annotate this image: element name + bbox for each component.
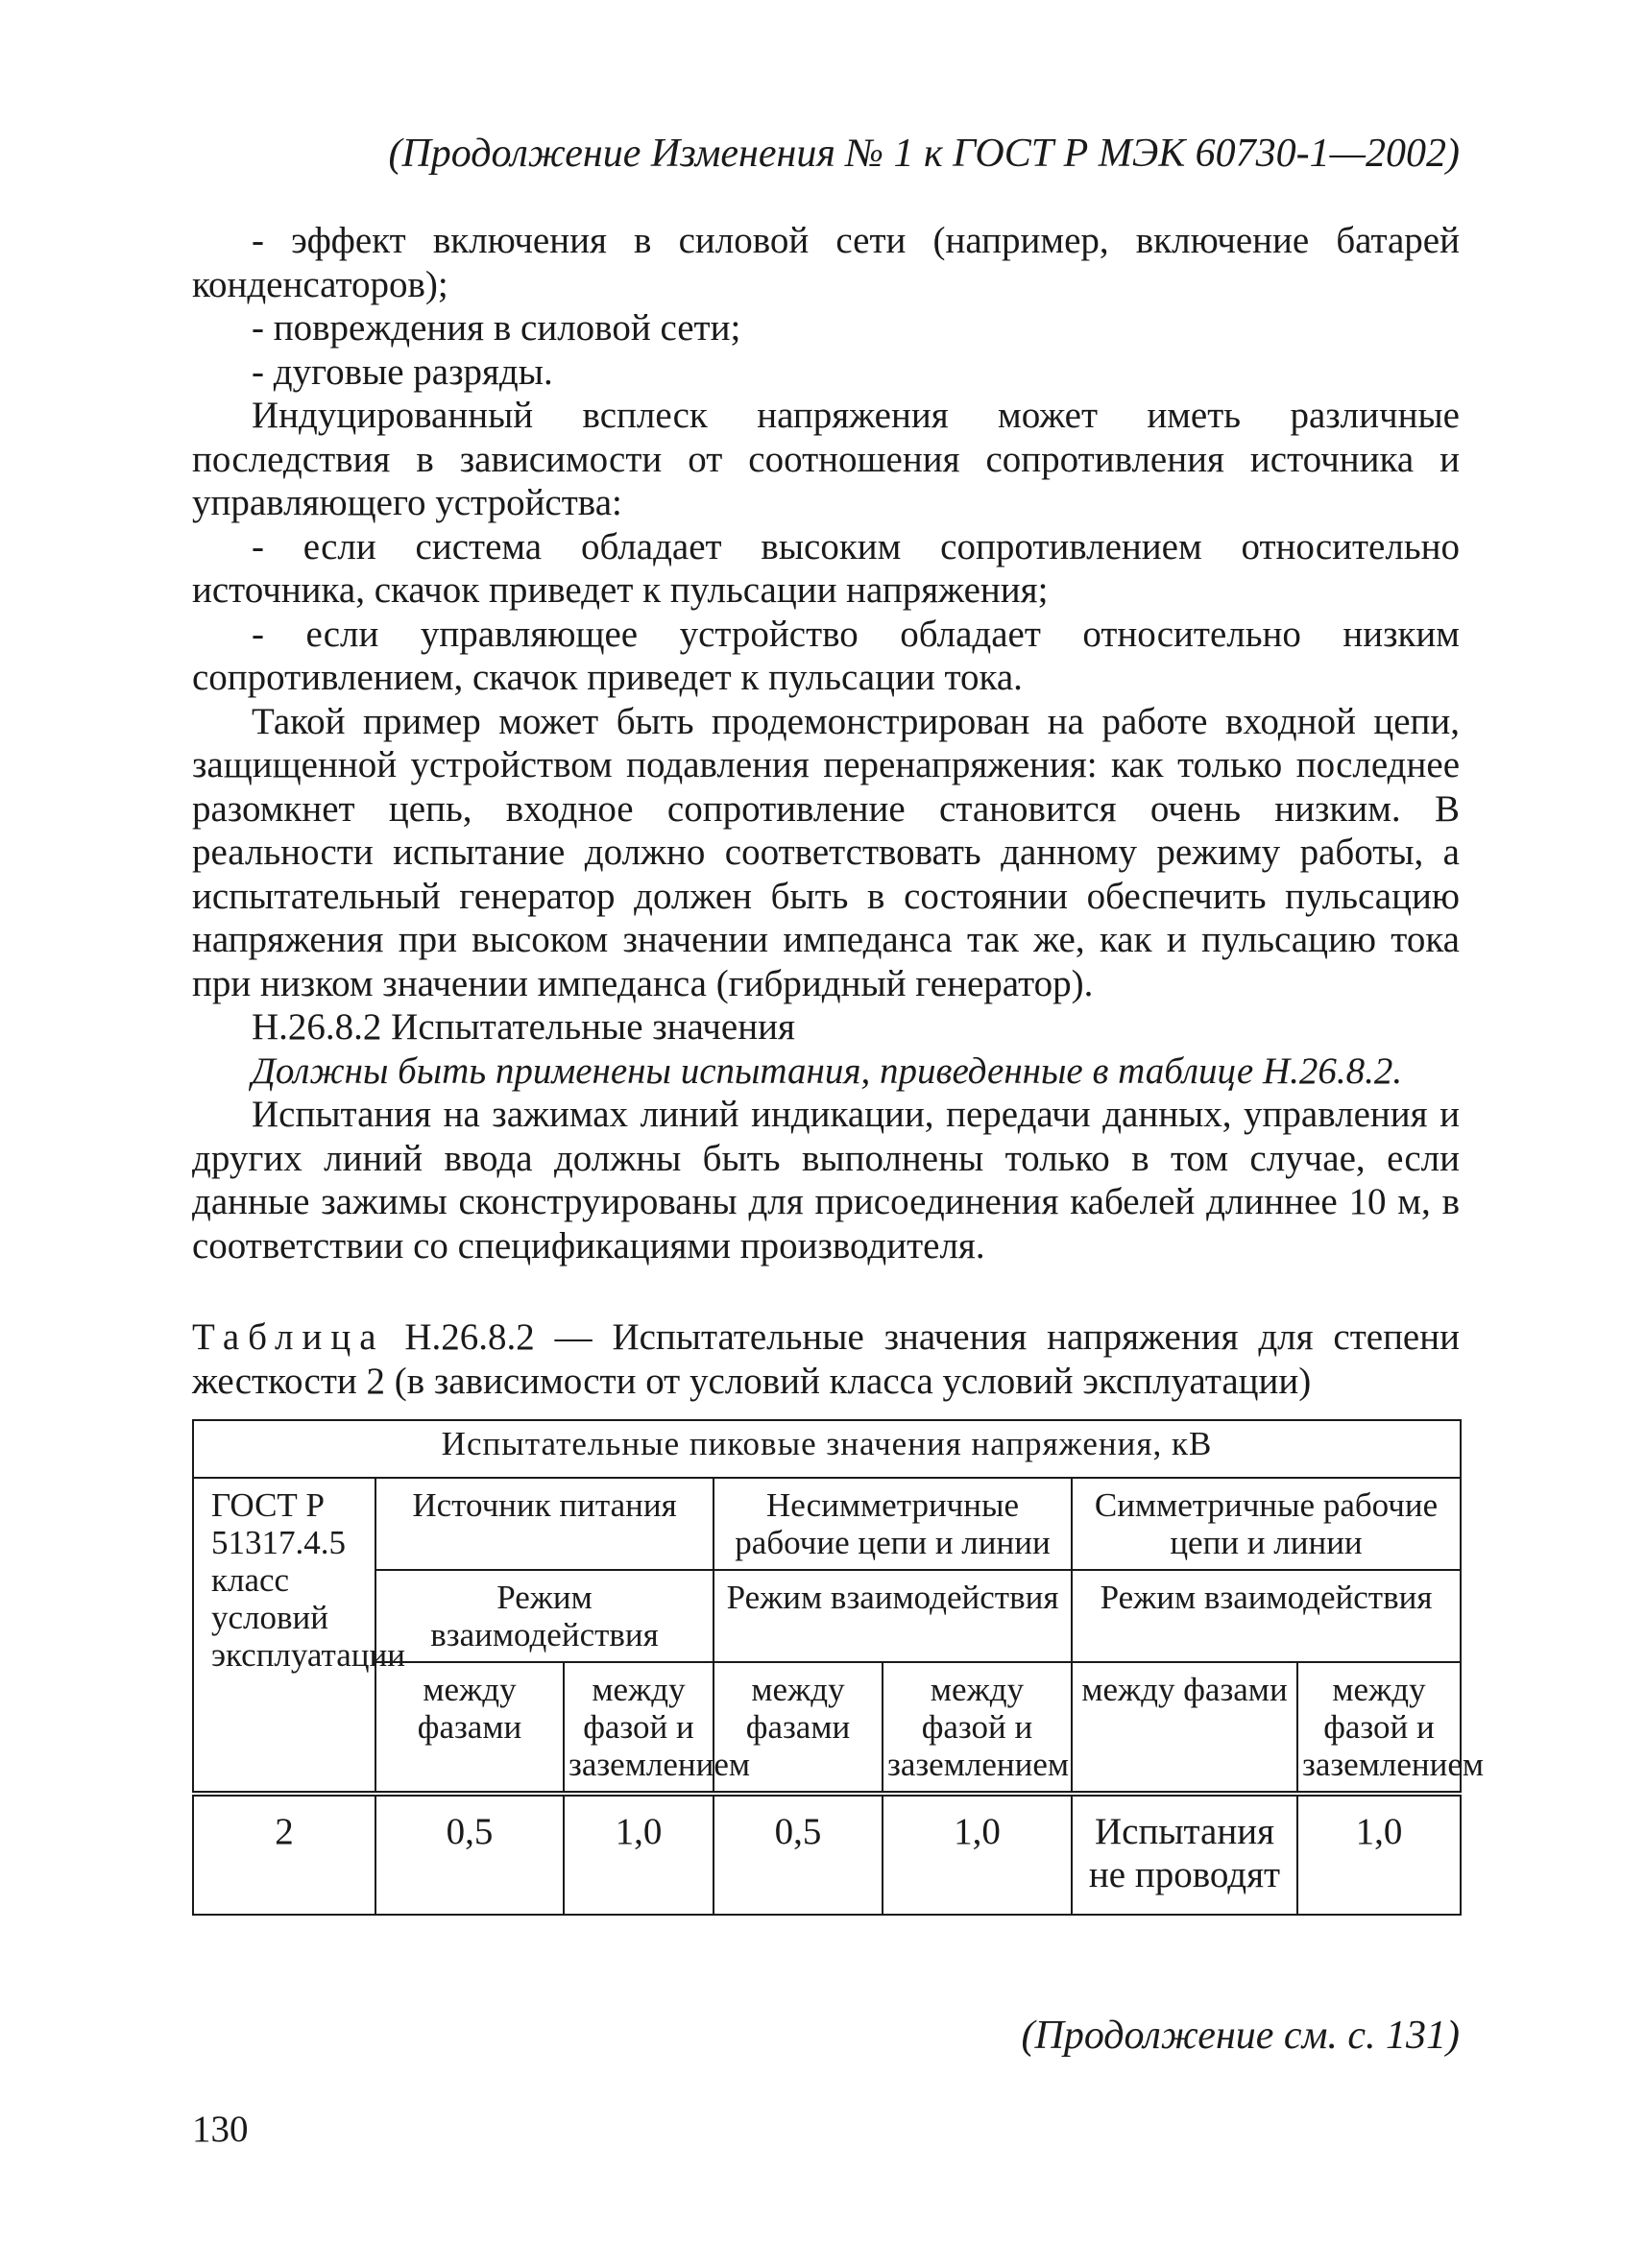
paragraph: - дуговые разряды. (252, 350, 553, 393)
paragraph: - если управляющее устройство обладает относительно низким сопротивлением, скачок приведет к пульсации тока. (192, 613, 1460, 698)
continuation-note: (Продолжение см. с. 131) (1021, 2014, 1460, 2058)
mode-header: Режим взаимодействия (375, 1570, 714, 1662)
table-cell: 1,0 (883, 1794, 1072, 1915)
page-number: 130 (192, 2109, 249, 2150)
group-power-supply: Источник питания (375, 1478, 714, 1570)
class-header: ГОСТ Р 51317.4.5 класс условий эксплуатации (193, 1478, 375, 1794)
between-phases-header: между фазами (375, 1662, 564, 1794)
table-caption (192, 1315, 1460, 1403)
phase-to-ground-header: между фазой и заземлением (564, 1662, 714, 1794)
section-heading: Н.26.8.2 Испытательные значения (252, 1006, 795, 1048)
table-cell: 1,0 (1297, 1794, 1461, 1915)
test-values-table (192, 1419, 1485, 1916)
between-phases-header: между фазами (714, 1662, 883, 1794)
paragraph: - если система обладает высоким сопротивлением относительно источника, скачок приведет к пульсации напряжения; (192, 525, 1460, 611)
table-caption-label: Таблица (192, 1316, 385, 1358)
italic-instruction: Должны быть применены испытания, приведенные в таблице Н.26.8.2. (252, 1050, 1403, 1092)
phase-to-ground-header: между фазой и заземлением (1297, 1662, 1461, 1794)
paragraph: Такой пример может быть продемонстрирован на работе входной цепи, защищенной устройством подавления перенапряжения: как только последнее разомкнет цепь, входное сопротивление становится очень низким. В реальности испытание должно соответствовать данному режиму работы, а испытательный генератор должен быть в состоянии обеспечить пульсацию напряжения при высоком значении импеданса так же, как и пульсацию тока при низком значении импеданса (гибридный генератор). (192, 700, 1460, 1004)
table-cell: 0,5 (714, 1794, 883, 1915)
paragraph: - повреждения в силовой сети; (252, 307, 741, 349)
table-cell: 1,0 (564, 1794, 714, 1915)
group-asymmetric-lines: Несимметричные рабочие цепи и линии (714, 1478, 1072, 1570)
mode-header: Режим взаимодействия (714, 1570, 1072, 1662)
table-cell: 0,5 (375, 1794, 564, 1915)
paragraph: - эффект включения в силовой сети (например, включение батарей конденсаторов); (192, 220, 1460, 305)
phase-to-ground-header: между фазой и заземлением (883, 1662, 1072, 1794)
paragraph: Индуцированный всплеск напряжения может иметь различные последствия в зависимости от соотношения сопротивления источника и управляющего устройства: (192, 395, 1460, 523)
table-caption-text: Н.26.8.2 — Испытательные значения напряжения для степени жесткости 2 (в зависимости от условий класса условий эксплуатации) (192, 1316, 1460, 1402)
table-title: Испытательные пиковые значения напряжения, кВ (193, 1420, 1461, 1478)
between-phases-header: между фазами (1072, 1662, 1297, 1794)
paragraph: Испытания на зажимах линий индикации, передачи данных, управления и других линий ввода должны быть выполнены только в том случае, если данные зажимы сконструированы для присоединения кабелей длиннее 10 м, в соответствии со спецификациями производителя. (192, 1094, 1460, 1267)
mode-header: Режим взаимодействия (1072, 1570, 1461, 1662)
running-header: (Продолжение Изменения № 1 к ГОСТ Р МЭК 60730-1—2002) (388, 132, 1460, 176)
table-cell: Испытания не проводят (1072, 1794, 1297, 1915)
table-cell-class: 2 (193, 1794, 375, 1915)
group-symmetric-lines: Симметричные рабочие цепи и линии (1072, 1478, 1461, 1570)
body-text (192, 219, 1460, 1267)
